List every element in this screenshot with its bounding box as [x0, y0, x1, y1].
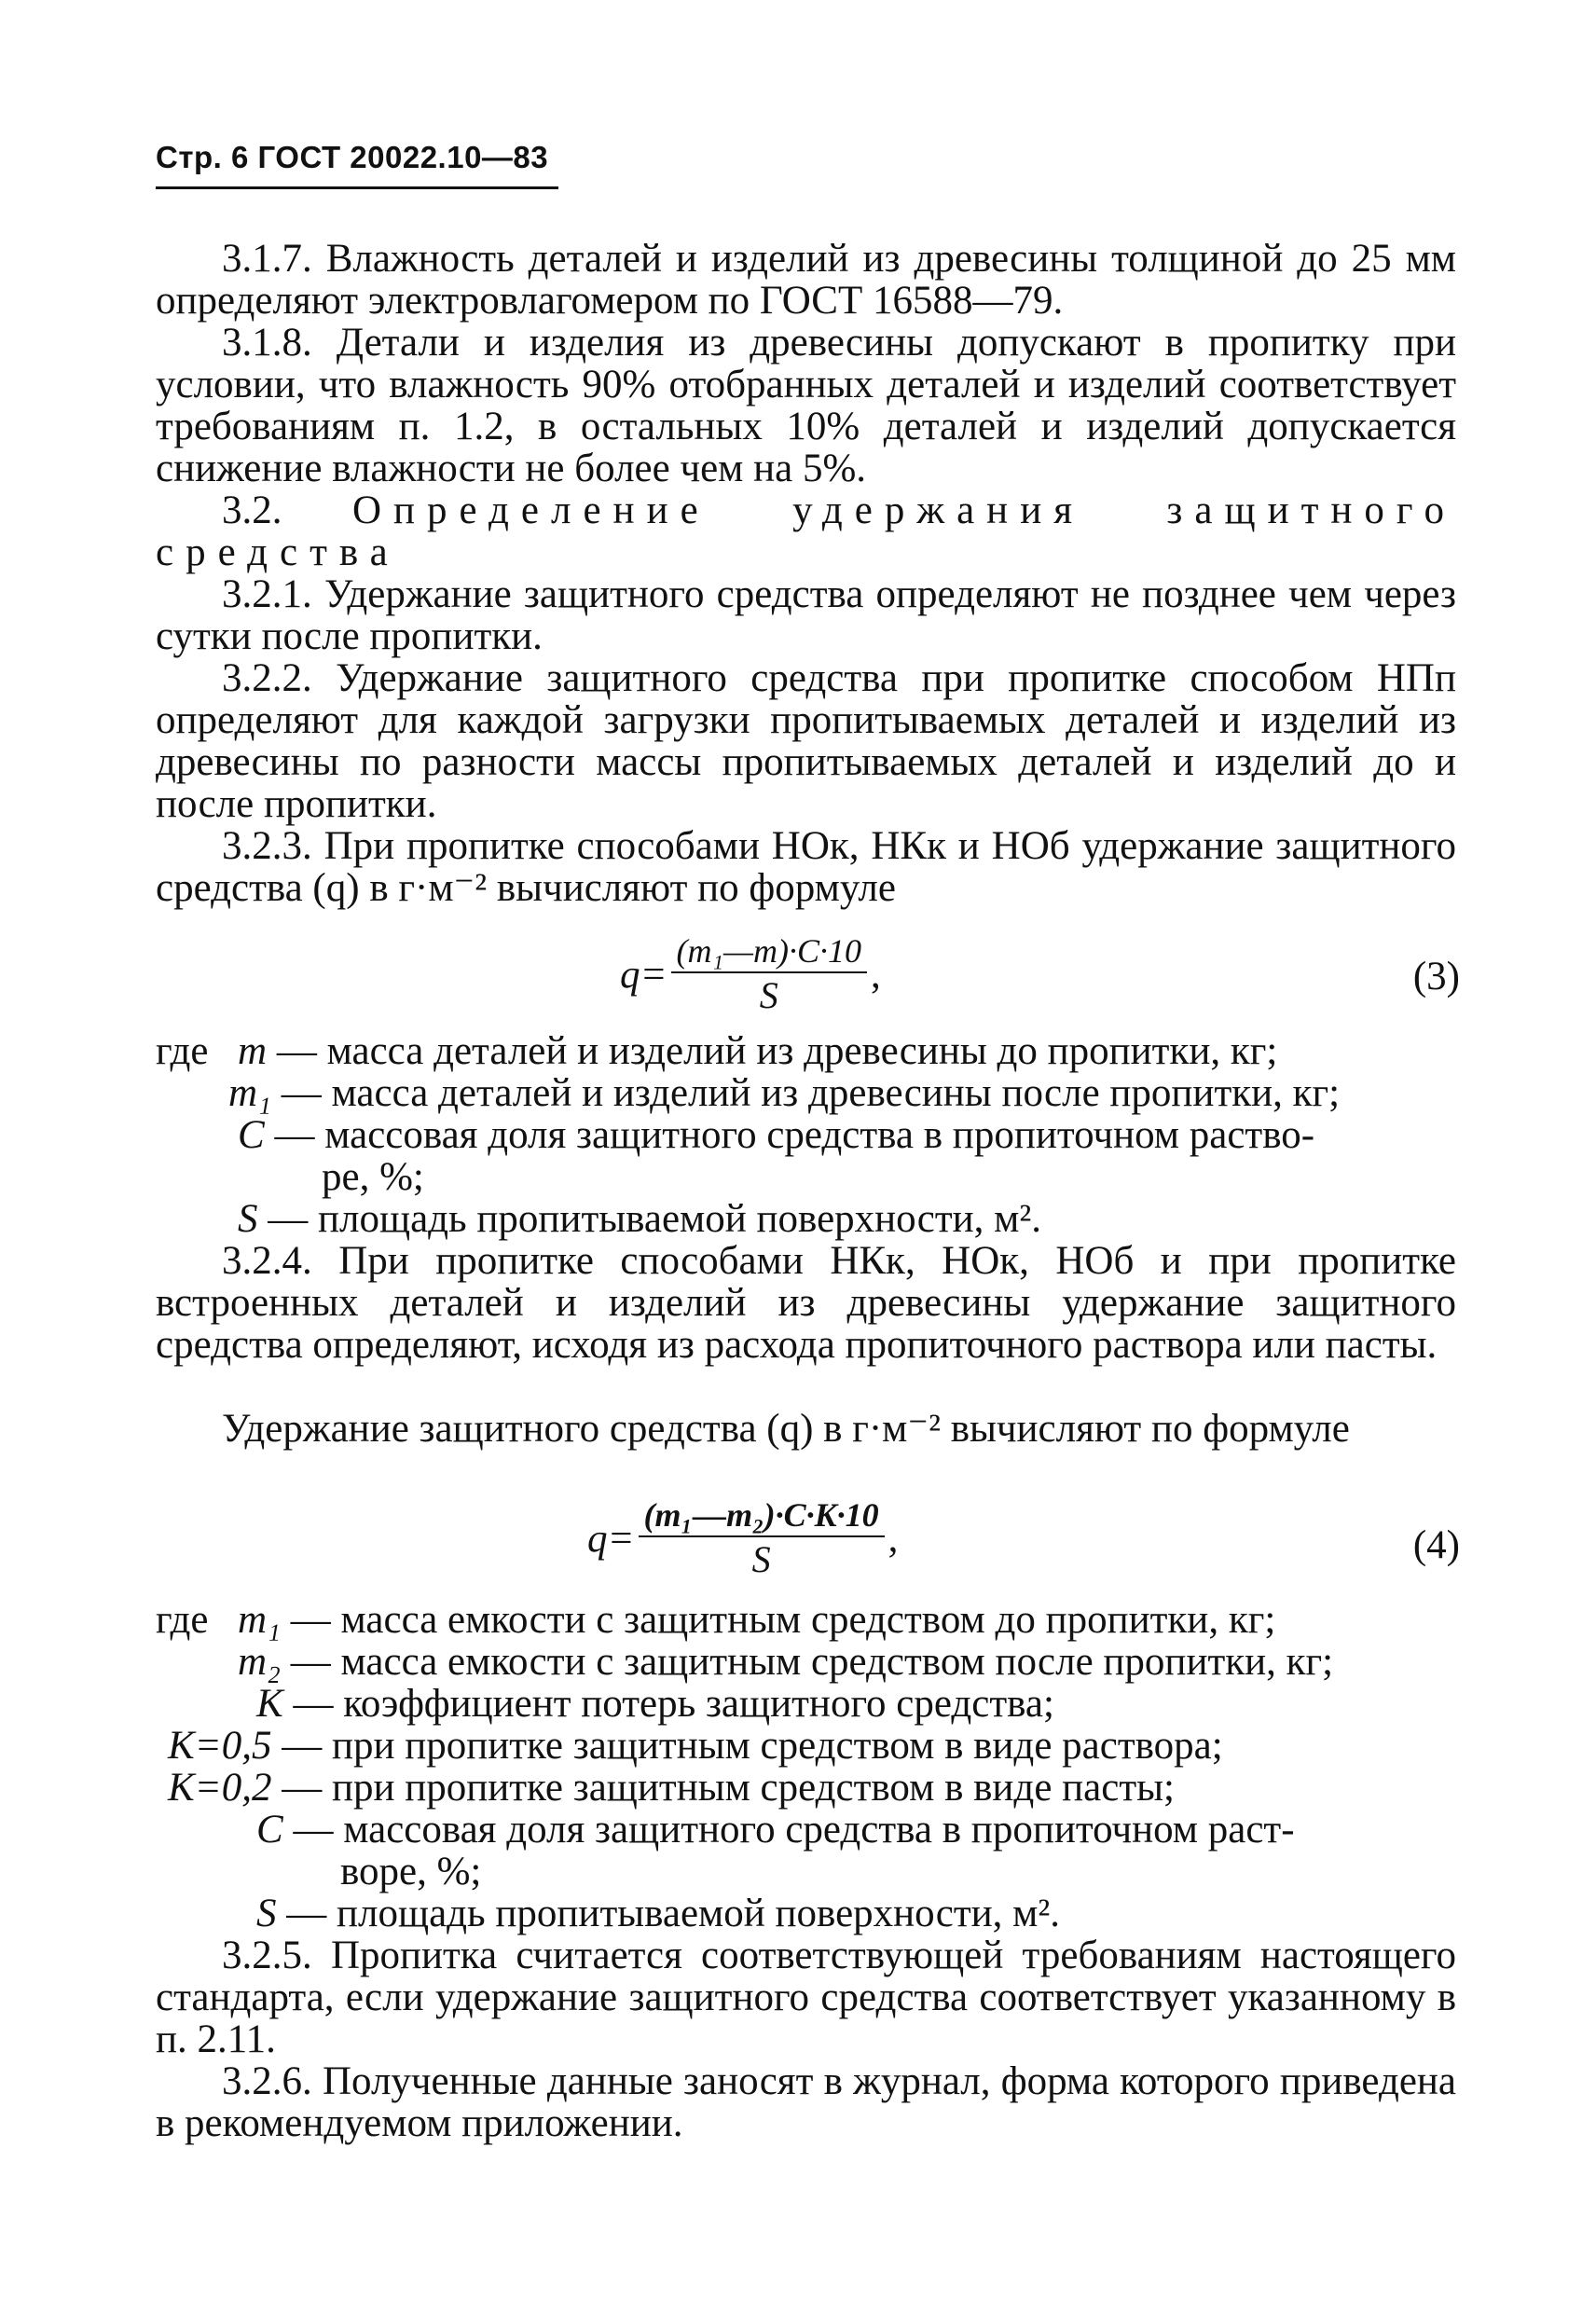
definition: — масса емкости с защитным средством после пропитки, кг;	[290, 1640, 1334, 1684]
where-4-row-4	[168, 1725, 1223, 1767]
paragraph-3-1-8: 3.1.8. Детали и изделия из древесины допускают в пропитку при условии, что влажность 90% отобранных деталей и изделий соответствует требованиям п. 1.2, в остальных 10% деталей и изделий допускается снижение влажности не более чем на 5%.	[156, 321, 1456, 490]
symbol: m₂	[238, 1640, 282, 1684]
formula-4-numerator: (m₁—m₂)·C·K·10	[639, 1496, 885, 1537]
section-title: Определение удержания защитного средства	[156, 489, 1456, 574]
formula-4-number: (4)	[1412, 1523, 1460, 1567]
where-3-row-4: ре, %;	[322, 1155, 424, 1199]
paragraph-3-2-1: 3.2.1. Удержание защитного средства определяют не позднее чем через сутки после пропитки.	[156, 572, 1456, 658]
paragraph-3-2-3: 3.2.3. При пропитке способами НОк, НКк и НОб удержание защитного средства (q) в г·м⁻² вычисляют по формуле	[156, 824, 1456, 910]
paragraph-3-2-4-formula-intro: Удержание защитного средства (q) в г·м⁻² вычисляют по формуле	[222, 1407, 1350, 1451]
paragraph-3-2-4: 3.2.4. При пропитке способами НКк, НОк, НОб и при пропитке встроенных деталей и изделий из древесины удержание защитного средства определяют, исходя из расхода пропиточного раствора или пасты.	[156, 1239, 1456, 1367]
symbol: C	[238, 1113, 265, 1157]
formula-3-numerator: (m₁—m)·C·10	[671, 932, 868, 973]
formula-4-comma: ,	[887, 1516, 899, 1561]
definition: — масса емкости с защитным средством до пропитки, кг;	[290, 1598, 1276, 1642]
header-rule	[156, 186, 558, 189]
formula-3-lhs: q=	[620, 952, 667, 997]
symbol: S	[256, 1892, 277, 1935]
page-header: Стр. 6 ГОСТ 20022.10—83	[156, 140, 549, 174]
definition: — при пропитке защитным средством в виде пасты;	[282, 1766, 1175, 1810]
where-4-row-3	[256, 1683, 1054, 1725]
formula-3-fraction	[671, 932, 868, 1016]
symbol: S	[238, 1197, 258, 1241]
symbol: K=0,5	[168, 1724, 272, 1768]
symbol: m₁	[238, 1598, 282, 1642]
definition: — массовая доля защитного средства в пропиточном раст-	[293, 1808, 1295, 1852]
where-3-row-5	[238, 1198, 1041, 1240]
where-3-row-3	[238, 1114, 1314, 1156]
definition: — масса деталей и изделий из древесины до пропитки, кг;	[276, 1029, 1278, 1073]
where-4-row-6	[256, 1809, 1295, 1851]
symbol: m₁	[228, 1071, 272, 1115]
formula-3-comma: ,	[871, 952, 881, 997]
where-4-row-8	[256, 1893, 1060, 1934]
where-3-row-1	[238, 1030, 1596, 1072]
symbol: K	[256, 1682, 283, 1726]
where-4-row-2	[238, 1641, 1333, 1683]
formula-3-denominator: S	[759, 974, 778, 1016]
section-3-2-heading	[156, 489, 1456, 573]
symbol: K=0,2	[168, 1766, 272, 1810]
formula-3	[620, 932, 881, 1016]
paragraph-3-2-5: 3.2.5. Пропитка считается соответствующей требованиям настоящего стандарта, если удержание защитного средства соответствует указанному в п. 2.11.	[156, 1934, 1456, 2061]
definition: — площадь пропитываемой поверхности, м².	[268, 1197, 1041, 1241]
formula-3-number: (3)	[1412, 955, 1460, 998]
symbol: C	[256, 1808, 283, 1852]
definition: — массовая доля защитного средства в пропиточном раство-	[274, 1113, 1315, 1157]
paragraph-3-2-6: 3.2.6. Полученные данные заносят в журнал, форма которого приведена в рекомендуемом приложении.	[156, 2059, 1456, 2145]
formula-4-denominator: S	[751, 1538, 771, 1580]
where-4-row-5	[168, 1767, 1175, 1809]
definition: — площадь пропитываемой поверхности, м².	[286, 1892, 1060, 1935]
where-4-lead: где	[156, 1598, 209, 1642]
where-4-row-7: воре, %;	[340, 1850, 482, 1893]
where-3-lead: где	[156, 1029, 209, 1073]
symbol: m	[238, 1029, 268, 1073]
paragraph-3-2-2: 3.2.2. Удержание защитного средства при пропитке способом НПп определяют для каждой загрузки пропитываемых деталей и изделий из древесины по разности массы пропитываемых деталей и изделий до и после пропитки.	[156, 656, 1456, 826]
definition: — при пропитке защитным средством в виде раствора;	[282, 1724, 1223, 1768]
where-4-row-1	[238, 1599, 1275, 1641]
section-number: 3.2.	[222, 489, 282, 532]
formula-4	[587, 1496, 898, 1580]
paragraph-3-1-7: 3.1.7. Влажность деталей и изделий из древесины толщиной до 25 мм определяют электровлагомером по ГОСТ 16588—79.	[156, 237, 1456, 323]
where-3-row-2	[228, 1072, 1340, 1114]
definition: — масса деталей и изделий из древесины после пропитки, кг;	[281, 1071, 1341, 1115]
formula-4-fraction	[639, 1496, 885, 1580]
formula-4-lhs: q=	[587, 1516, 635, 1561]
definition: — коэффициент потерь защитного средства;	[293, 1682, 1054, 1726]
